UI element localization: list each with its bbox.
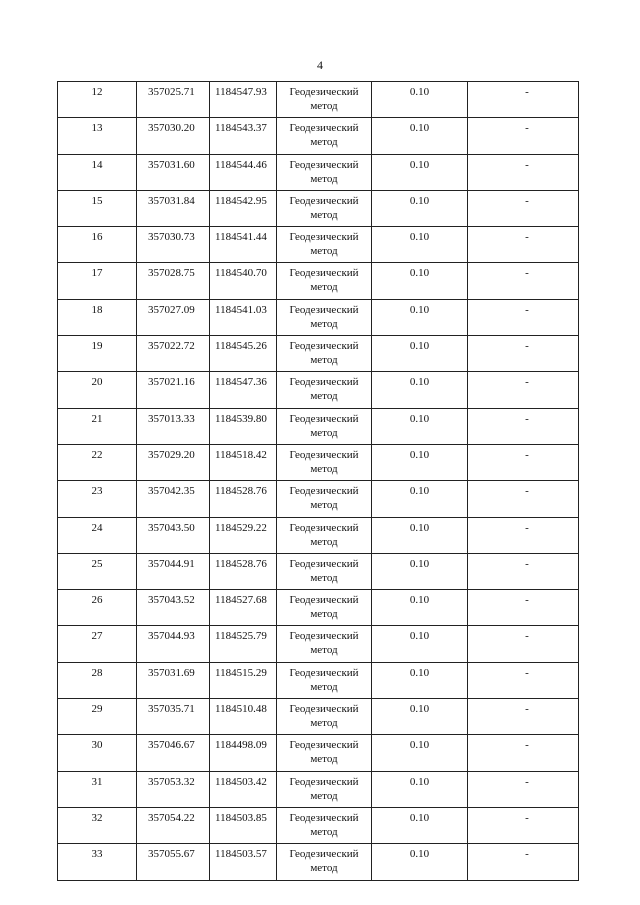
accuracy-cell bbox=[372, 481, 468, 517]
method-cell bbox=[277, 190, 372, 226]
table-row bbox=[58, 118, 579, 154]
y-coordinate-cell-text: 1184544.46 bbox=[215, 158, 267, 171]
point-number-cell-text: 19 bbox=[91, 340, 103, 353]
y-coordinate-cell-text: 1184503.42 bbox=[215, 775, 267, 788]
note-cell bbox=[468, 771, 579, 807]
y-coordinate-cell-text: 1184503.57 bbox=[215, 848, 267, 861]
method-cell bbox=[277, 299, 372, 335]
accuracy-cell-text: 0.10 bbox=[409, 848, 430, 861]
x-coordinate-cell-text: 357043.50 bbox=[148, 521, 195, 534]
x-coordinate-cell bbox=[137, 408, 210, 444]
y-coordinate-cell bbox=[210, 553, 277, 589]
x-coordinate-cell-text: 357044.91 bbox=[148, 557, 195, 570]
point-number-cell-text: 14 bbox=[91, 158, 103, 171]
x-coordinate-cell bbox=[137, 372, 210, 408]
y-coordinate-cell bbox=[210, 299, 277, 335]
point-number-cell bbox=[58, 481, 137, 517]
table-row bbox=[58, 626, 579, 662]
x-coordinate-cell-text: 357046.67 bbox=[148, 739, 195, 752]
note-cell bbox=[468, 444, 579, 480]
point-number-cell-text: 22 bbox=[91, 448, 103, 461]
note-cell bbox=[468, 662, 579, 698]
method-cell bbox=[277, 263, 372, 299]
method-cell-text: Геодезический метод bbox=[289, 122, 359, 149]
x-coordinate-cell bbox=[137, 590, 210, 626]
accuracy-cell-text: 0.10 bbox=[409, 630, 430, 643]
point-number-cell-text: 24 bbox=[91, 521, 103, 534]
method-cell-text: Геодезический метод bbox=[289, 848, 359, 875]
x-coordinate-cell-text: 357044.93 bbox=[148, 630, 195, 643]
point-number-cell bbox=[58, 807, 137, 843]
y-coordinate-cell-text: 1184503.85 bbox=[215, 811, 267, 824]
table-row bbox=[58, 299, 579, 335]
accuracy-cell-text: 0.10 bbox=[409, 267, 430, 280]
x-coordinate-cell-text: 357053.32 bbox=[148, 775, 195, 788]
x-coordinate-cell-text: 357055.67 bbox=[148, 848, 195, 861]
method-cell bbox=[277, 444, 372, 480]
note-cell bbox=[468, 699, 579, 735]
x-coordinate-cell bbox=[137, 263, 210, 299]
x-coordinate-cell bbox=[137, 82, 210, 118]
method-cell bbox=[277, 771, 372, 807]
point-number-cell bbox=[58, 154, 137, 190]
method-cell bbox=[277, 807, 372, 843]
note-cell bbox=[468, 154, 579, 190]
point-number-cell-text: 16 bbox=[91, 231, 103, 244]
x-coordinate-cell bbox=[137, 771, 210, 807]
point-number-cell-text: 12 bbox=[91, 86, 103, 98]
x-coordinate-cell bbox=[137, 626, 210, 662]
accuracy-cell-text: 0.10 bbox=[409, 666, 430, 679]
table-row bbox=[58, 336, 579, 372]
point-number-cell-text: 13 bbox=[91, 122, 103, 135]
y-coordinate-cell-text: 1184518.42 bbox=[215, 448, 267, 461]
x-coordinate-cell-text: 357027.09 bbox=[148, 303, 195, 316]
y-coordinate-cell-text: 1184547.36 bbox=[215, 376, 267, 389]
x-coordinate-cell bbox=[137, 336, 210, 372]
note-cell bbox=[468, 227, 579, 263]
note-cell-text: - bbox=[525, 267, 529, 280]
note-cell bbox=[468, 263, 579, 299]
accuracy-cell-text: 0.10 bbox=[409, 340, 430, 353]
coordinates-table bbox=[57, 81, 579, 881]
note-cell bbox=[468, 190, 579, 226]
accuracy-cell-text: 0.10 bbox=[409, 811, 430, 824]
table-row bbox=[58, 662, 579, 698]
point-number-cell bbox=[58, 118, 137, 154]
y-coordinate-cell-text: 1184515.29 bbox=[215, 666, 267, 679]
method-cell bbox=[277, 626, 372, 662]
note-cell bbox=[468, 553, 579, 589]
y-coordinate-cell-text: 1184528.76 bbox=[215, 485, 267, 498]
method-cell-text: Геодезический метод bbox=[289, 811, 359, 838]
note-cell-text: - bbox=[525, 557, 529, 570]
table-row bbox=[58, 444, 579, 480]
method-cell-text: Геодезический метод bbox=[289, 775, 359, 802]
method-cell bbox=[277, 517, 372, 553]
point-number-cell-text: 29 bbox=[91, 703, 103, 716]
y-coordinate-cell bbox=[210, 263, 277, 299]
x-coordinate-cell-text: 357031.69 bbox=[148, 666, 195, 679]
point-number-cell bbox=[58, 553, 137, 589]
method-cell bbox=[277, 372, 372, 408]
point-number-cell bbox=[58, 590, 137, 626]
x-coordinate-cell-text: 357022.72 bbox=[148, 340, 195, 353]
y-coordinate-cell-text: 1184541.44 bbox=[215, 231, 267, 244]
method-cell-text: Геодезический метод bbox=[289, 303, 359, 330]
table-row bbox=[58, 807, 579, 843]
point-number-cell-text: 25 bbox=[91, 557, 103, 570]
x-coordinate-cell-text: 357035.71 bbox=[148, 703, 195, 716]
method-cell-text: Геодезический метод bbox=[289, 557, 359, 584]
x-coordinate-cell bbox=[137, 481, 210, 517]
accuracy-cell bbox=[372, 190, 468, 226]
accuracy-cell-text: 0.10 bbox=[409, 594, 430, 607]
point-number-cell-text: 21 bbox=[91, 412, 103, 425]
method-cell-text: Геодезический метод bbox=[289, 86, 359, 112]
x-coordinate-cell bbox=[137, 662, 210, 698]
accuracy-cell bbox=[372, 372, 468, 408]
y-coordinate-cell-text: 1184543.37 bbox=[215, 122, 267, 135]
point-number-cell bbox=[58, 372, 137, 408]
accuracy-cell-text: 0.10 bbox=[409, 194, 430, 207]
note-cell-text: - bbox=[525, 194, 529, 207]
y-coordinate-cell-text: 1184525.79 bbox=[215, 630, 267, 643]
x-coordinate-cell-text: 357031.84 bbox=[148, 194, 195, 207]
accuracy-cell-text: 0.10 bbox=[409, 448, 430, 461]
accuracy-cell bbox=[372, 444, 468, 480]
point-number-cell bbox=[58, 190, 137, 226]
accuracy-cell bbox=[372, 154, 468, 190]
accuracy-cell-text: 0.10 bbox=[409, 739, 430, 752]
accuracy-cell bbox=[372, 735, 468, 771]
accuracy-cell bbox=[372, 118, 468, 154]
x-coordinate-cell bbox=[137, 227, 210, 263]
x-coordinate-cell bbox=[137, 154, 210, 190]
note-cell bbox=[468, 626, 579, 662]
method-cell-text: Геодезический метод bbox=[289, 158, 359, 185]
note-cell-text: - bbox=[525, 521, 529, 534]
y-coordinate-cell-text: 1184529.22 bbox=[215, 521, 267, 534]
point-number-cell bbox=[58, 444, 137, 480]
accuracy-cell-text: 0.10 bbox=[409, 703, 430, 716]
y-coordinate-cell-text: 1184510.48 bbox=[215, 703, 267, 716]
y-coordinate-cell-text: 1184540.70 bbox=[215, 267, 267, 280]
x-coordinate-cell bbox=[137, 517, 210, 553]
note-cell-text: - bbox=[525, 303, 529, 316]
accuracy-cell-text: 0.10 bbox=[409, 303, 430, 316]
x-coordinate-cell-text: 357025.71 bbox=[148, 86, 195, 98]
note-cell bbox=[468, 735, 579, 771]
accuracy-cell-text: 0.10 bbox=[409, 412, 430, 425]
method-cell bbox=[277, 118, 372, 154]
y-coordinate-cell bbox=[210, 408, 277, 444]
y-coordinate-cell bbox=[210, 154, 277, 190]
accuracy-cell bbox=[372, 771, 468, 807]
note-cell-text: - bbox=[525, 158, 529, 171]
accuracy-cell-text: 0.10 bbox=[409, 775, 430, 788]
x-coordinate-cell bbox=[137, 844, 210, 880]
note-cell-text: - bbox=[525, 376, 529, 389]
x-coordinate-cell bbox=[137, 735, 210, 771]
table-row bbox=[58, 590, 579, 626]
method-cell-text: Геодезический метод bbox=[289, 666, 359, 693]
table-row bbox=[58, 227, 579, 263]
x-coordinate-cell-text: 357043.52 bbox=[148, 594, 195, 607]
note-cell bbox=[468, 590, 579, 626]
method-cell-text: Геодезический метод bbox=[289, 412, 359, 439]
accuracy-cell bbox=[372, 807, 468, 843]
table-row bbox=[58, 771, 579, 807]
x-coordinate-cell-text: 357028.75 bbox=[148, 267, 195, 280]
table-row bbox=[58, 735, 579, 771]
note-cell bbox=[468, 481, 579, 517]
method-cell-text: Геодезический метод bbox=[289, 194, 359, 221]
y-coordinate-cell bbox=[210, 336, 277, 372]
x-coordinate-cell-text: 357054.22 bbox=[148, 811, 195, 824]
method-cell bbox=[277, 82, 372, 118]
point-number-cell-text: 15 bbox=[91, 194, 103, 207]
accuracy-cell bbox=[372, 626, 468, 662]
y-coordinate-cell bbox=[210, 481, 277, 517]
y-coordinate-cell-text: 1184541.03 bbox=[215, 303, 267, 316]
point-number-cell-text: 30 bbox=[91, 739, 103, 752]
x-coordinate-cell bbox=[137, 699, 210, 735]
accuracy-cell bbox=[372, 299, 468, 335]
y-coordinate-cell bbox=[210, 227, 277, 263]
method-cell-text: Геодезический метод bbox=[289, 376, 359, 403]
method-cell-text: Геодезический метод bbox=[289, 594, 359, 621]
y-coordinate-cell bbox=[210, 699, 277, 735]
note-cell bbox=[468, 408, 579, 444]
method-cell-text: Геодезический метод bbox=[289, 267, 359, 294]
table-row bbox=[58, 699, 579, 735]
note-cell-text: - bbox=[525, 122, 529, 135]
note-cell bbox=[468, 372, 579, 408]
note-cell-text: - bbox=[525, 630, 529, 643]
point-number-cell-text: 33 bbox=[91, 848, 103, 861]
note-cell-text: - bbox=[525, 231, 529, 244]
note-cell bbox=[468, 118, 579, 154]
y-coordinate-cell-text: 1184528.76 bbox=[215, 557, 267, 570]
y-coordinate-cell-text: 1184539.80 bbox=[215, 412, 267, 425]
accuracy-cell bbox=[372, 590, 468, 626]
y-coordinate-cell-text: 1184498.09 bbox=[215, 739, 267, 752]
x-coordinate-cell bbox=[137, 553, 210, 589]
note-cell-text: - bbox=[525, 739, 529, 752]
note-cell bbox=[468, 844, 579, 880]
point-number-cell bbox=[58, 263, 137, 299]
y-coordinate-cell bbox=[210, 662, 277, 698]
note-cell-text: - bbox=[525, 448, 529, 461]
point-number-cell bbox=[58, 299, 137, 335]
table-row bbox=[58, 263, 579, 299]
note-cell-text: - bbox=[525, 848, 529, 861]
x-coordinate-cell bbox=[137, 299, 210, 335]
point-number-cell-text: 27 bbox=[91, 630, 103, 643]
accuracy-cell bbox=[372, 408, 468, 444]
accuracy-cell bbox=[372, 662, 468, 698]
y-coordinate-cell-text: 1184545.26 bbox=[215, 340, 267, 353]
point-number-cell-text: 20 bbox=[91, 376, 103, 389]
point-number-cell-text: 23 bbox=[91, 485, 103, 498]
y-coordinate-cell-text: 1184542.95 bbox=[215, 194, 267, 207]
accuracy-cell bbox=[372, 699, 468, 735]
point-number-cell bbox=[58, 626, 137, 662]
note-cell-text: - bbox=[525, 703, 529, 716]
point-number-cell bbox=[58, 408, 137, 444]
table-row bbox=[58, 408, 579, 444]
x-coordinate-cell-text: 357042.35 bbox=[148, 485, 195, 498]
y-coordinate-cell bbox=[210, 844, 277, 880]
accuracy-cell bbox=[372, 517, 468, 553]
method-cell-text: Геодезический метод bbox=[289, 739, 359, 766]
method-cell bbox=[277, 699, 372, 735]
accuracy-cell-text: 0.10 bbox=[409, 86, 430, 98]
method-cell-text: Геодезический метод bbox=[289, 485, 359, 512]
point-number-cell bbox=[58, 336, 137, 372]
method-cell bbox=[277, 844, 372, 880]
method-cell-text: Геодезический метод bbox=[289, 340, 359, 367]
y-coordinate-cell bbox=[210, 372, 277, 408]
method-cell bbox=[277, 408, 372, 444]
point-number-cell-text: 18 bbox=[91, 303, 103, 316]
note-cell-text: - bbox=[525, 86, 529, 98]
method-cell bbox=[277, 735, 372, 771]
table-row bbox=[58, 553, 579, 589]
method-cell bbox=[277, 227, 372, 263]
method-cell-text: Геодезический метод bbox=[289, 231, 359, 258]
note-cell bbox=[468, 299, 579, 335]
table-row bbox=[58, 844, 579, 880]
x-coordinate-cell bbox=[137, 118, 210, 154]
point-number-cell-text: 31 bbox=[91, 775, 103, 788]
table-row bbox=[58, 82, 579, 118]
accuracy-cell bbox=[372, 227, 468, 263]
page-number: 4 bbox=[317, 58, 323, 72]
y-coordinate-cell bbox=[210, 190, 277, 226]
accuracy-cell bbox=[372, 263, 468, 299]
table-row bbox=[58, 372, 579, 408]
accuracy-cell-text: 0.10 bbox=[409, 485, 430, 498]
y-coordinate-cell-text: 1184527.68 bbox=[215, 594, 267, 607]
y-coordinate-cell-text: 1184547.93 bbox=[215, 86, 267, 98]
method-cell bbox=[277, 336, 372, 372]
method-cell-text: Геодезический метод bbox=[289, 703, 359, 730]
method-cell-text: Геодезический метод bbox=[289, 630, 359, 657]
y-coordinate-cell bbox=[210, 82, 277, 118]
y-coordinate-cell bbox=[210, 807, 277, 843]
y-coordinate-cell bbox=[210, 626, 277, 662]
method-cell bbox=[277, 662, 372, 698]
point-number-cell bbox=[58, 735, 137, 771]
accuracy-cell-text: 0.10 bbox=[409, 158, 430, 171]
point-number-cell bbox=[58, 82, 137, 118]
accuracy-cell bbox=[372, 82, 468, 118]
note-cell bbox=[468, 517, 579, 553]
accuracy-cell bbox=[372, 844, 468, 880]
note-cell-text: - bbox=[525, 485, 529, 498]
point-number-cell bbox=[58, 699, 137, 735]
note-cell bbox=[468, 82, 579, 118]
point-number-cell-text: 26 bbox=[91, 594, 103, 607]
method-cell-text: Геодезический метод bbox=[289, 448, 359, 475]
note-cell-text: - bbox=[525, 594, 529, 607]
x-coordinate-cell bbox=[137, 190, 210, 226]
coordinates-table-body bbox=[58, 82, 579, 881]
y-coordinate-cell bbox=[210, 735, 277, 771]
table-row bbox=[58, 517, 579, 553]
accuracy-cell bbox=[372, 553, 468, 589]
note-cell-text: - bbox=[525, 775, 529, 788]
x-coordinate-cell-text: 357029.20 bbox=[148, 448, 195, 461]
accuracy-cell-text: 0.10 bbox=[409, 122, 430, 135]
table-row bbox=[58, 190, 579, 226]
y-coordinate-cell bbox=[210, 771, 277, 807]
point-number-cell-text: 32 bbox=[91, 811, 103, 824]
note-cell-text: - bbox=[525, 811, 529, 824]
point-number-cell bbox=[58, 844, 137, 880]
accuracy-cell-text: 0.10 bbox=[409, 231, 430, 244]
accuracy-cell-text: 0.10 bbox=[409, 557, 430, 570]
note-cell bbox=[468, 336, 579, 372]
point-number-cell bbox=[58, 662, 137, 698]
note-cell-text: - bbox=[525, 666, 529, 679]
point-number-cell bbox=[58, 517, 137, 553]
y-coordinate-cell bbox=[210, 590, 277, 626]
accuracy-cell-text: 0.10 bbox=[409, 376, 430, 389]
accuracy-cell-text: 0.10 bbox=[409, 521, 430, 534]
y-coordinate-cell bbox=[210, 444, 277, 480]
point-number-cell-text: 17 bbox=[91, 267, 103, 280]
method-cell-text: Геодезический метод bbox=[289, 521, 359, 548]
method-cell bbox=[277, 481, 372, 517]
y-coordinate-cell bbox=[210, 517, 277, 553]
point-number-cell bbox=[58, 771, 137, 807]
point-number-cell bbox=[58, 227, 137, 263]
x-coordinate-cell-text: 357031.60 bbox=[148, 158, 195, 171]
point-number-cell-text: 28 bbox=[91, 666, 103, 679]
x-coordinate-cell-text: 357030.73 bbox=[148, 231, 195, 244]
x-coordinate-cell-text: 357030.20 bbox=[148, 122, 195, 135]
y-coordinate-cell bbox=[210, 118, 277, 154]
note-cell-text: - bbox=[525, 412, 529, 425]
note-cell bbox=[468, 807, 579, 843]
method-cell bbox=[277, 553, 372, 589]
x-coordinate-cell bbox=[137, 444, 210, 480]
table-row bbox=[58, 481, 579, 517]
accuracy-cell bbox=[372, 336, 468, 372]
x-coordinate-cell-text: 357021.16 bbox=[148, 376, 195, 389]
x-coordinate-cell bbox=[137, 807, 210, 843]
x-coordinate-cell-text: 357013.33 bbox=[148, 412, 195, 425]
method-cell bbox=[277, 154, 372, 190]
note-cell-text: - bbox=[525, 340, 529, 353]
method-cell bbox=[277, 590, 372, 626]
table-row bbox=[58, 154, 579, 190]
